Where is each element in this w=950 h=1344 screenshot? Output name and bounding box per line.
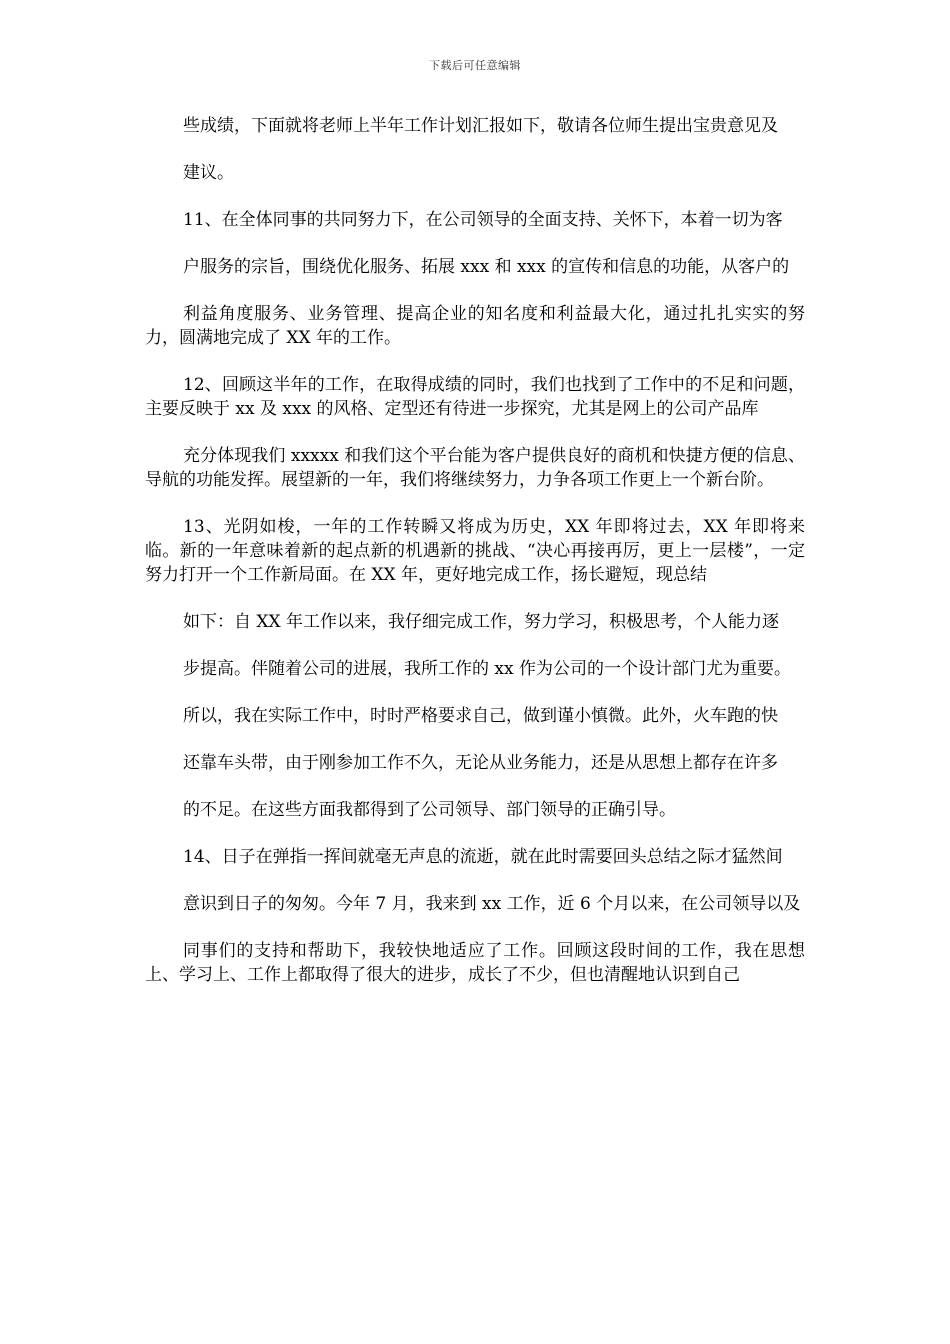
paragraph: 些成绩，下面就将老师上半年工作计划汇报如下，敬请各位师生提出宝贵意见及 <box>183 116 778 136</box>
paragraph: 步提高。伴随着公司的进展，我所工作的 xx 作为公司的一个设计部门尤为重要。 <box>183 659 791 679</box>
document-body <box>145 114 805 1010</box>
paragraph: 还靠车头带，由于刚参加工作不久，无论从业务能力，还是从思想上都存在许多 <box>183 753 778 773</box>
page-header: 下载后可任意编辑 <box>429 59 521 72</box>
paragraph: 同事们的支持和帮助下，我较快地适应了工作。回顾这段时间的工作，我在思想上、学习上、工作上都取得了很大的进步，成长了不少，但也清醒地认识到自己 <box>145 941 805 985</box>
paragraph: 建议。 <box>183 163 234 183</box>
paragraph: 13、光阴如梭，一年的工作转瞬又将成为历史，XX 年即将过去，XX 年即将来临。新的一年意味着新的起点新的机遇新的挑战、“决心再接再厉，更上一层楼”，一定努力打开一个工作新局面。在 XX 年，更好地完成工作，扬长避短，现总结 <box>145 517 805 585</box>
paragraph: 14、日子在弹指一挥间就毫无声息的流逝，就在此时需要回头总结之际才猛然间 <box>183 847 783 867</box>
paragraph: 充分体现我们 xxxxx 和我们这个平台能为客户提供良好的商机和快捷方便的信息、导航的功能发挥。展望新的一年，我们将继续努力，力争各项工作更上一个新台阶。 <box>145 446 805 490</box>
paragraph: 如下：自 XX 年工作以来，我仔细完成工作，努力学习，积极思考，个人能力逐 <box>183 612 780 632</box>
paragraph: 11、在全体同事的共同努力下，在公司领导的全面支持、关怀下，本着一切为客 <box>183 210 783 230</box>
paragraph: 户服务的宗旨，围绕优化服务、拓展 xxx 和 xxx 的宣传和信息的功能，从客户的 <box>183 257 790 277</box>
paragraph: 12、回顾这半年的工作，在取得成绩的同时，我们也找到了工作中的不足和问题，主要反映于 xx 及 xxx 的风格、定型还有待进一步探究，尤其是网上的公司产品库 <box>145 375 805 419</box>
paragraph: 利益角度服务、业务管理、提高企业的知名度和利益最大化，通过扎扎实实的努力，圆满地完成了 XX 年的工作。 <box>145 304 805 348</box>
paragraph: 所以，我在实际工作中，时时严格要求自己，做到谨小慎微。此外，火车跑的快 <box>183 706 778 726</box>
paragraph: 的不足。在这些方面我都得到了公司领导、部门领导的正确引导。 <box>183 800 676 820</box>
paragraph: 意识到日子的匆匆。今年 7 月，我来到 xx 工作，近 6 个月以来，在公司领导以及 <box>183 894 801 914</box>
